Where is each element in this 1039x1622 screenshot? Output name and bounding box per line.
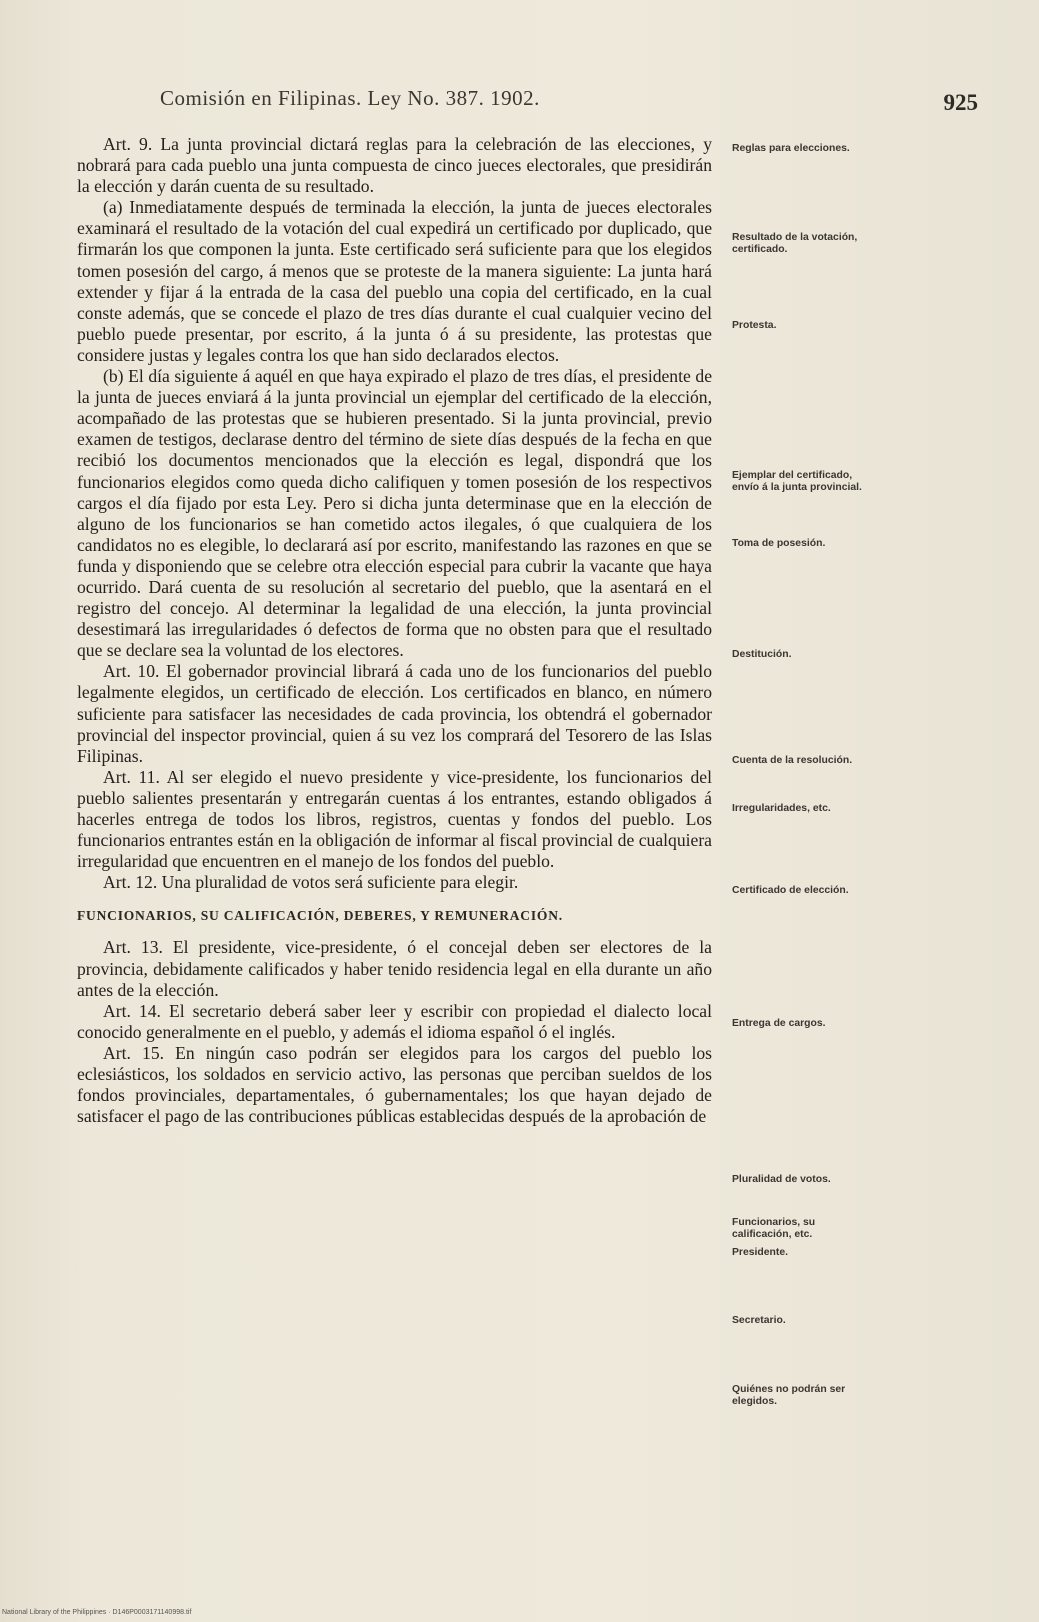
article-10: Art. 10. El gobernador provincial librará á cada uno de los funcionarios del pueblo legalmente elegidos, un certificado de elección. Los certificados en blanco, en número suficiente para satisfacer las necesidades de cada provincia, los obtendrá el gobernador provincial del inspector provincial, quien á su vez los comprará del Tesorero de las Islas Filipinas. [77,661,712,766]
article-11: Art. 11. Al ser elegido el nuevo presidente y vice-presidente, los funcionarios del pueblo salientes presentarán y entregarán cuentas á los entrantes, estando obligados á hacerles entrega de todos los libros, registros, cuentas y fondos del pueblo. Los funcionarios entrantes están en la obligación de informar al fiscal provincial de cualquiera irregularidad que encuentren en el manejo de los fondos del pueblo. [77,766,712,872]
margin-note: Destitución. [732,649,792,660]
margin-note: Pluralidad de votos. [732,1174,831,1185]
article-13: Art. 13. El presidente, vice-presidente, ó el concejal deben ser electores de la provincia, debidamente calificados y haber tenido residencia legal en ella durante un año antes de la elección. [77,937,712,1000]
margin-note: Presidente. [732,1247,789,1258]
margin-note: Quiénes no podrán ser elegidos. [732,1384,846,1407]
page-header [150,86,978,126]
article-14: Art. 14. El secretario deberá saber leer y escribir con propiedad el dialecto local conocido generalmente en el pueblo, y además el idioma español ó el inglés. [77,1000,712,1042]
margin-note: Irregularidades, etc. [732,803,831,814]
margin-note: Entrega de cargos. [732,1018,826,1029]
article-12: Art. 12. Una pluralidad de votos será suficiente para elegir. [103,872,519,893]
margin-note: Secretario. [732,1315,786,1326]
margin-note: Cuenta de la resolución. [732,755,853,766]
margin-note: Funcionarios, su calificación, etc. [732,1217,816,1240]
article-15: Art. 15. En ningún caso podrán ser elegidos para los cargos del pueblo los eclesiásticos, los soldados en servicio activo, las personas que perciban sueldos de los fondos provinciales, departamentales, ó gubernamentales; los que hayan dejado de satisfacer el pago de las contribuciones públicas establecidas después de la aprobación de [77,1042,712,1127]
footer-credit: National Library of the Philippines · D146P0003171140998.tif [2,1609,192,1616]
article-9-b: (b) El día siguiente á aquél en que haya expirado el plazo de tres días, el presidente de la junta de jueces enviará á la junta provincial un ejemplar del certificado de la elección, acompañado de las protestas que se hubieren presentado. Si la junta provincial, previo examen de testigos, declarase dentro del término de siete días después de la fecha en que recibió los documentos mencionados que la elección es legal, dispondrá que los funcionarios elegidos como queda dicho califiquen y tomen posesión de los respectivos cargos el día fijado por esta Ley. Pero si dicha junta determinase que en la elección de alguno de los funcionarios se han cometido actos ilegales, ó que cualquiera de los candidatos no es elegible, lo declarará así por escrito, manifestando las razones en que se funda y disponiendo que se celebre otra elección especial para cubrir la vacante que haya ocurrido. Dará cuenta de su resolución al secretario del pueblo, que la asentará en el registro del concejo. Al determinar la legalidad de una elección, la junta provincial desestimará las irregularidades ó defectos de forma que no obsten para que el resultado que se declare sea la voluntad de los electores. [77,366,712,661]
margin-note: Resultado de la votación, certificado. [732,232,858,255]
page-number: 925 [943,90,978,115]
running-title: Comisión en Filipinas. Ley No. 387. 1902. [160,86,540,110]
section-heading: FUNCIONARIOS, SU CALIFICACIÓN, DEBERES, Y REMUNERACIÓN. [77,908,563,924]
margin-note: Toma de posesión. [732,538,826,549]
margin-note: Ejemplar del certificado, envío á la junta provincial. [732,470,862,493]
margin-note: Protesta. [732,320,777,331]
article-9: Art. 9. La junta provincial dictará reglas para la celebración de las elecciones, y nobrará para cada pueblo una junta compuesta de cinco jueces electorales, que presidirán la elección y darán cuenta de su resultado. [77,134,712,197]
margin-note: Reglas para elecciones. [732,143,850,154]
margin-note: Certificado de elección. [732,885,849,896]
article-9-a: (a) Inmediatamente después de terminada la elección, la junta de jueces electorales examinará el resultado de la votación del cual expedirá un certificado por duplicado, que firmarán los que componen la junta. Este certificado será suficiente para que los elegidos tomen posesión del cargo, á menos que se proteste de la manera siguiente: La junta hará extender y fijar á la entrada de la casa del pueblo una copia del certificado, en la cual conste además, que se concede el plazo de tres días durante el cual cualquier vecino del pueblo puede presentar, por escrito, á la junta ó á su presidente, las protestas que considere justas y legales contra los que han sido declarados electos. [77,197,712,365]
body-text [77,134,712,1127]
